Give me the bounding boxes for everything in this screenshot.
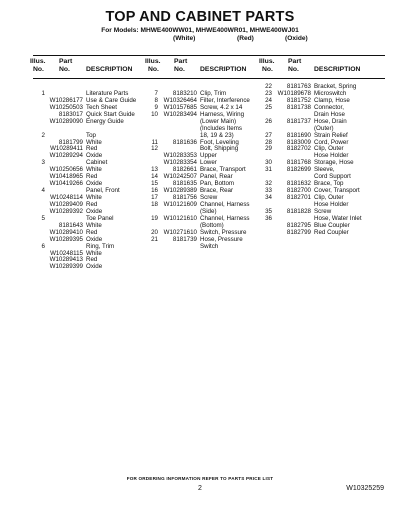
document-number: W10325259	[346, 485, 384, 492]
part-number: W10289411	[50, 145, 83, 153]
page-number: 2	[198, 485, 202, 492]
part-number: 8182699	[286, 166, 311, 174]
header-part: Part No.	[174, 58, 188, 73]
illus-number: 22	[265, 83, 272, 90]
illus-number: 7	[154, 89, 158, 97]
color-white: (White)	[173, 35, 196, 42]
illus-number: 18	[151, 200, 158, 208]
header-description: DESCRIPTION	[86, 66, 133, 73]
part-number: W10283353	[163, 152, 197, 160]
part-number: W10242507	[163, 173, 197, 181]
illus-number: 13	[151, 166, 158, 174]
part-number: 8181643	[58, 221, 83, 229]
illus-number: 2	[41, 131, 45, 139]
part-description: Screw	[314, 207, 332, 215]
part-description: Upper	[200, 152, 217, 160]
part-number: W10418965	[49, 173, 83, 181]
part-description: White	[86, 249, 102, 257]
illus-number: 19	[151, 214, 158, 222]
part-description: Foot, Leveling	[200, 138, 239, 146]
part-description: Microswitch	[314, 89, 347, 97]
part-number: 8181738	[286, 103, 311, 111]
part-description: Hose Holder	[314, 200, 349, 208]
part-description: Red	[86, 173, 98, 181]
illus-number: 8	[154, 96, 158, 104]
part-description: Harness, Wiring	[200, 110, 245, 118]
illus-number: 26	[265, 117, 272, 125]
header-bottom-rule	[33, 78, 385, 79]
part-number: 8183017	[58, 110, 83, 118]
part-description: Blue Coupler	[314, 221, 350, 229]
illus-number: 32	[265, 180, 272, 188]
part-description: Storage, Hose	[314, 159, 354, 167]
part-description: Filter, Interference	[200, 96, 250, 104]
part-description: Use & Care Guide	[86, 96, 137, 104]
part-description: (Side)	[200, 207, 217, 215]
part-number: 8181756	[172, 194, 197, 201]
part-number: 8181737	[286, 117, 311, 125]
part-number: 8181636	[172, 138, 197, 146]
color-red: (Red)	[237, 35, 254, 42]
part-description: Top	[86, 131, 96, 139]
part-number: 8181768	[286, 159, 311, 167]
part-description: Ring, Trim	[86, 242, 115, 250]
part-number: W10289294	[49, 152, 83, 160]
illus-number: 16	[151, 187, 158, 195]
header-illus: Illus. No.	[145, 58, 161, 73]
part-description: Channel, Harness	[200, 214, 250, 222]
illus-number: 27	[265, 131, 272, 139]
part-number: W10121609	[163, 200, 197, 208]
part-number: 8181752	[286, 96, 311, 104]
part-number: W10271610	[163, 228, 197, 236]
models-line: For Models: MHWE400WW01, MHWE400WR01, MHWE400WJ01	[101, 27, 299, 34]
part-description: Drain Hose	[314, 110, 345, 118]
part-description: Screw	[200, 194, 218, 201]
illus-number: 31	[265, 166, 272, 174]
part-number: W10289389	[163, 187, 197, 195]
part-number: W10289090	[49, 117, 83, 125]
illus-number: 30	[265, 159, 272, 167]
part-description: Channel, Harness	[200, 200, 250, 208]
part-description: Clip, Outer	[314, 194, 344, 201]
header-illus: Illus. No.	[259, 58, 275, 73]
part-number: 8182799	[286, 228, 311, 236]
part-description: (Lower Main)	[200, 117, 237, 125]
part-description: Literature Parts	[86, 89, 129, 97]
part-number: W10289395	[49, 235, 83, 243]
part-description: Hose, Pressure	[200, 235, 243, 243]
part-description: Strain Relief	[314, 131, 348, 139]
color-oxide: (Oxide)	[285, 35, 308, 42]
part-description: Red Coupler	[314, 228, 349, 236]
header-top-rule	[33, 55, 385, 56]
header-description: DESCRIPTION	[314, 66, 361, 73]
part-description: (Includes Items	[200, 124, 242, 132]
part-number: W10419266	[49, 180, 83, 188]
part-description: Brace, Top	[314, 180, 344, 188]
illus-number: 10	[151, 110, 158, 118]
part-description: Lower	[200, 159, 217, 167]
illus-number: 3	[41, 159, 45, 167]
part-description: Clip, Outer	[314, 145, 344, 153]
part-description: Oxide	[86, 235, 103, 243]
illus-number: 33	[265, 187, 272, 195]
part-description: (Outer)	[314, 124, 334, 132]
header-part: Part No.	[59, 58, 73, 73]
part-description: Quick Start Guide	[86, 110, 135, 118]
part-description: Cover, Transport	[314, 187, 360, 195]
part-number: W10283354	[163, 159, 197, 167]
part-description: Red	[86, 145, 98, 153]
page-title: TOP AND CABINET PARTS	[105, 9, 295, 25]
part-description: (Bottom)	[200, 221, 224, 229]
part-number: W10248114	[50, 194, 83, 201]
illus-number: 11	[151, 138, 158, 146]
part-number: 8181739	[172, 235, 197, 243]
part-number: W10283494	[163, 110, 197, 118]
part-number: W10248115	[50, 249, 83, 257]
part-number: W10250503	[49, 103, 83, 111]
part-description: Clip, Trim	[200, 89, 227, 97]
part-number: 8183009	[286, 138, 311, 146]
part-description: Oxide	[86, 207, 103, 215]
illus-number: 4	[41, 187, 45, 195]
illus-number: 36	[265, 214, 272, 222]
illus-number: 14	[151, 173, 158, 181]
part-description: Bolt, Shipping	[200, 145, 239, 153]
part-description: Panel, Front	[86, 187, 120, 195]
illus-number: 35	[265, 207, 272, 215]
part-description: Brace, Transport	[200, 166, 246, 174]
part-number: W10289392	[49, 207, 83, 215]
part-description: Sleeve,	[314, 166, 335, 174]
part-number: 8181635	[172, 180, 197, 188]
part-description: Pan, Bottom	[200, 180, 235, 188]
part-number: W10157685	[163, 103, 197, 111]
part-description: Hose Holder	[314, 152, 349, 160]
illus-number: 1	[41, 89, 45, 97]
part-description: White	[86, 221, 102, 229]
part-description: Panel, Rear	[200, 173, 233, 181]
part-number: 8181632	[286, 180, 311, 188]
ordering-note: FOR ORDERING INFORMATION REFER TO PARTS PRICE LIST	[126, 476, 274, 481]
part-description: Energy Guide	[86, 117, 124, 125]
part-number: 8182661	[172, 166, 197, 174]
part-description: Screw, 4.2 x 14	[200, 103, 243, 111]
part-description: White	[86, 138, 102, 146]
illus-number: 6	[41, 242, 45, 250]
part-description: Red	[86, 228, 98, 236]
part-number: 8182702	[286, 145, 311, 153]
part-number: W10289409	[49, 200, 83, 208]
part-number: W10289410	[49, 228, 83, 236]
part-description: Oxide	[86, 263, 103, 271]
illus-number: 12	[151, 145, 158, 153]
part-number: W10286177	[49, 96, 83, 104]
part-description: Brace, Rear	[200, 187, 234, 195]
illus-number: 34	[265, 194, 272, 201]
part-description: Switch, Pressure	[200, 228, 247, 236]
part-number: W10250656	[49, 166, 83, 174]
part-number: 8181828	[286, 207, 311, 215]
part-description: 18, 19 & 23)	[200, 131, 234, 139]
part-number: 8182795	[286, 221, 311, 229]
illus-number: 15	[151, 180, 158, 188]
illus-number: 20	[151, 228, 158, 236]
illus-number: 24	[265, 96, 272, 104]
part-number: 8181763	[286, 83, 311, 90]
illus-number: 29	[265, 145, 272, 153]
part-description: Red	[86, 200, 98, 208]
part-description: White	[86, 194, 102, 201]
part-description: Clamp, Hose	[314, 96, 350, 104]
illus-number: 23	[265, 89, 272, 97]
illus-number: 9	[154, 103, 158, 111]
part-number: W10289399	[49, 263, 83, 271]
part-number: W10289413	[49, 256, 83, 264]
part-description: White	[86, 166, 102, 174]
part-number: 8182700	[286, 187, 311, 195]
part-description: Hose, Drain	[314, 117, 347, 125]
header-illus: Illus. No.	[30, 58, 46, 73]
illus-number: 5	[41, 214, 45, 222]
header-description: DESCRIPTION	[200, 66, 247, 73]
part-description: Switch	[200, 242, 219, 250]
illus-number: 17	[151, 194, 158, 201]
illus-number: 28	[265, 138, 272, 146]
header-part: Part No.	[288, 58, 302, 73]
illus-number: 25	[265, 103, 272, 111]
part-number: 8181799	[58, 138, 83, 146]
part-description: Cord, Power	[314, 138, 349, 146]
part-description: Connector,	[314, 103, 344, 111]
part-number: 8183210	[172, 89, 197, 97]
part-description: Oxide	[86, 180, 103, 188]
part-description: Toe Panel	[86, 214, 114, 222]
part-description: Cord Support	[314, 173, 351, 181]
part-description: Bracket, Spring	[314, 83, 357, 90]
part-description: Tech Sheet	[86, 103, 117, 111]
part-number: 8182701	[286, 194, 311, 201]
illus-number: 21	[151, 235, 158, 243]
part-description: Oxide	[86, 152, 103, 160]
part-number: 8181690	[286, 131, 311, 139]
part-description: Cabinet	[86, 159, 108, 167]
part-number: W10189678	[277, 89, 311, 97]
part-number: W10326464	[163, 96, 197, 104]
part-number: W10121610	[163, 214, 197, 222]
part-description: Red	[86, 256, 98, 264]
part-description: Hose, Water Inlet	[314, 214, 362, 222]
